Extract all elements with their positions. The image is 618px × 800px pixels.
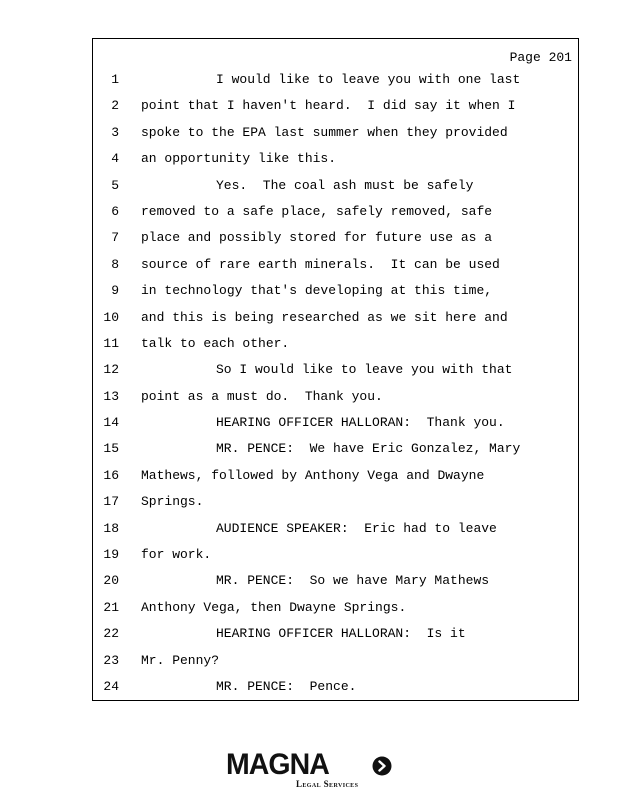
transcript-line [93, 388, 578, 414]
line-text: source of rare earth minerals. It can be used [141, 256, 500, 272]
transcript-line [93, 572, 578, 598]
line-number: 15 [103, 441, 119, 457]
line-text: HEARING OFFICER HALLORAN: Is it [216, 626, 466, 642]
transcript-line [93, 71, 578, 97]
line-number: 21 [103, 599, 119, 615]
line-number: 13 [103, 388, 119, 404]
transcript-line [93, 150, 578, 176]
line-number: 11 [103, 335, 119, 351]
line-number: 2 [111, 98, 119, 114]
transcript-line [93, 124, 578, 150]
line-text: talk to each other. [141, 335, 290, 351]
line-number: 18 [103, 520, 119, 536]
line-text: for work. [141, 547, 212, 563]
line-text: Mathews, followed by Anthony Vega and Dwayne [141, 467, 485, 483]
transcript-page [92, 38, 579, 701]
line-text: MR. PENCE: So we have Mary Mathews [216, 573, 490, 589]
line-number: 20 [103, 573, 119, 589]
line-number: 23 [103, 652, 119, 668]
logo-subtitle: Legal Services [296, 779, 359, 789]
line-number: 17 [103, 494, 119, 510]
line-number: 19 [103, 547, 119, 563]
line-text: place and possibly stored for future use as a [141, 230, 493, 246]
line-text: MR. PENCE: Pence. [216, 678, 357, 694]
line-text: Mr. Penny? [141, 652, 220, 668]
chevron-right-circle-icon [372, 756, 392, 776]
page-number: Page 201 [509, 50, 572, 65]
line-number: 10 [103, 309, 119, 325]
line-number: 16 [103, 467, 119, 483]
transcript-line [93, 467, 578, 493]
line-number: 3 [111, 124, 119, 140]
transcript-line [93, 625, 578, 651]
transcript-line [93, 282, 578, 308]
line-text: So I would like to leave you with that [216, 362, 513, 378]
line-text: I would like to leave you with one last [216, 72, 521, 87]
transcript-line [93, 678, 578, 704]
transcript-line [93, 335, 578, 361]
line-number: 1 [111, 72, 119, 87]
line-text: removed to a safe place, safely removed, safe [141, 203, 493, 219]
transcript-line [93, 520, 578, 546]
transcript-line [93, 177, 578, 203]
line-number: 6 [111, 203, 119, 219]
line-number: 4 [111, 151, 119, 167]
transcript-line [93, 229, 578, 255]
line-text: Anthony Vega, then Dwayne Springs. [141, 599, 407, 615]
transcript-line [93, 203, 578, 229]
transcript-lines [93, 71, 578, 704]
transcript-line [93, 546, 578, 572]
transcript-line [93, 440, 578, 466]
line-text: spoke to the EPA last summer when they provided [141, 124, 508, 140]
line-number: 14 [103, 415, 119, 431]
line-text: Yes. The coal ash must be safely [216, 177, 474, 193]
transcript-line [93, 97, 578, 123]
line-number: 12 [103, 362, 119, 378]
transcript-line [93, 493, 578, 519]
transcript-line [93, 652, 578, 678]
line-text: an opportunity like this. [141, 151, 337, 167]
transcript-line [93, 414, 578, 440]
line-text: in technology that's developing at this time, [141, 283, 493, 299]
line-text: AUDIENCE SPEAKER: Eric had to leave [216, 520, 497, 536]
line-number: 9 [111, 283, 119, 299]
line-text: Springs. [141, 494, 204, 510]
line-number: 7 [111, 230, 119, 246]
line-number: 5 [111, 177, 119, 193]
line-text: MR. PENCE: We have Eric Gonzalez, Mary [216, 441, 521, 457]
line-text: and this is being researched as we sit here and [141, 309, 508, 325]
line-text: point that I haven't heard. I did say it when I [141, 98, 516, 114]
line-text: HEARING OFFICER HALLORAN: Thank you. [216, 415, 505, 431]
line-number: 24 [103, 678, 119, 694]
transcript-line [93, 599, 578, 625]
transcript-line [93, 256, 578, 282]
logo-wordmark: MAGNA [226, 748, 329, 781]
transcript-line [93, 309, 578, 335]
line-number: 8 [111, 256, 119, 272]
line-text: point as a must do. Thank you. [141, 388, 383, 404]
magna-logo [226, 748, 396, 792]
line-number: 22 [103, 626, 119, 642]
transcript-line [93, 361, 578, 387]
